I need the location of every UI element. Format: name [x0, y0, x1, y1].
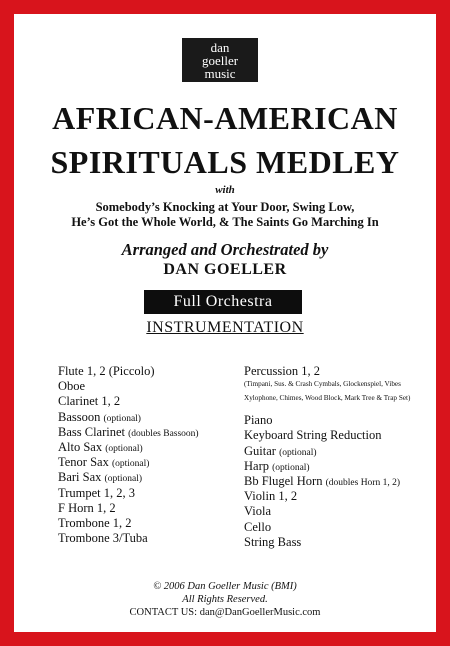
instrument-list-right	[244, 364, 410, 550]
instrument-name: Bari Sax	[58, 470, 102, 485]
instrument-item	[58, 470, 199, 485]
instrument-item	[58, 440, 199, 455]
instrument-name: Clarinet 1, 2	[58, 394, 121, 409]
instrument-name: Bb Flugel Horn	[244, 473, 323, 488]
instrument-item	[58, 516, 199, 531]
instrument-name: Alto Sax	[58, 439, 103, 454]
instrument-item	[58, 486, 199, 501]
instrument-name: Harp	[244, 458, 269, 473]
instrument-item	[58, 364, 199, 379]
instrumentation-heading: INSTRUMENTATION	[146, 319, 304, 336]
title-line-1: AFRICAN-AMERICAN	[52, 100, 398, 136]
composer-name: DAN GOELLER	[163, 261, 287, 278]
instrument-name: Oboe	[58, 379, 86, 394]
instrument-item	[244, 459, 410, 474]
instrument-name: Tenor Sax	[58, 455, 109, 470]
instrument-name: Cello	[244, 519, 272, 534]
logo-line-2: goeller	[201, 53, 239, 68]
instrument-name: Piano	[244, 413, 273, 428]
instrument-note: (optional)	[279, 447, 317, 458]
instrument-item	[58, 501, 199, 516]
instrument-name: Flute 1, 2 (Piccolo)	[58, 364, 155, 378]
title-line-2: SPIRITUALS MEDLEY	[50, 144, 400, 180]
instrument-item	[58, 455, 199, 470]
percussion-note-line-2: Xylophone, Chimes, Wood Block, Mark Tree & Trap Set)	[244, 394, 411, 403]
instrument-item	[244, 444, 410, 459]
instrument-item	[244, 428, 410, 443]
instrument-note: (doubles Bassoon)	[128, 428, 199, 439]
songs-line-1: Somebody’s Knocking at Your Door, Swing Low,	[95, 200, 355, 214]
instrument-name: Violin 1, 2	[244, 489, 298, 504]
instrument-list-left	[58, 364, 199, 546]
percussion-note-line-1: (Timpani, Sus. & Crash Cymbals, Glockenspiel, Vibes	[244, 380, 401, 389]
arranged-label: Arranged and Orchestrated by	[121, 240, 329, 259]
instrument-name: Percussion 1, 2	[244, 364, 321, 378]
instrument-item	[58, 379, 199, 394]
copyright-line: © 2006 Dan Goeller Music (BMI)	[153, 581, 297, 592]
instrument-name: Bassoon	[58, 409, 101, 424]
instrument-name: Guitar	[244, 443, 276, 458]
instrument-item	[58, 531, 199, 546]
instrument-note: (optional)	[105, 443, 143, 454]
instrument-item	[244, 474, 410, 489]
instrument-item	[244, 413, 410, 428]
instrument-name: Trombone 3/Tuba	[58, 531, 148, 546]
instrument-item	[244, 504, 410, 519]
logo-line-1: dan	[210, 40, 230, 55]
songs-line-2: He’s Got the Whole World, & The Saints Go Marching In	[71, 215, 379, 229]
instrument-name: Viola	[244, 504, 272, 519]
instrument-note: (doubles Horn 1, 2)	[325, 477, 401, 488]
with-label: with	[215, 184, 235, 196]
instrument-name: String Bass	[244, 534, 302, 549]
instrument-item	[244, 520, 410, 535]
publisher-logo	[182, 38, 258, 82]
instrument-name: Trumpet 1, 2, 3	[58, 485, 135, 500]
instrument-item	[244, 489, 410, 504]
instrument-name: F Horn 1, 2	[58, 500, 116, 515]
instrument-item	[244, 535, 410, 550]
logo-line-3: music	[204, 66, 236, 81]
instrument-note: (optional)	[104, 474, 142, 485]
ensemble-badge: Full Orchestra	[144, 290, 302, 314]
rights-line: All Rights Reserved.	[182, 594, 268, 605]
instrument-item	[58, 425, 199, 440]
instrument-name: Trombone 1, 2	[58, 515, 132, 530]
instrument-item	[58, 410, 199, 425]
instrument-name: Bass Clarinet	[58, 424, 126, 439]
instrument-note: (optional)	[272, 462, 310, 473]
instrument-name: Keyboard String Reduction	[244, 428, 382, 443]
instrument-item-percussion	[244, 364, 410, 379]
instrument-item	[58, 394, 199, 409]
instrument-note: (optional)	[111, 459, 150, 470]
score-cover-page	[14, 14, 436, 632]
instrument-note: (optional)	[103, 413, 141, 424]
contact-line: CONTACT US: dan@DanGoellerMusic.com	[129, 607, 321, 618]
